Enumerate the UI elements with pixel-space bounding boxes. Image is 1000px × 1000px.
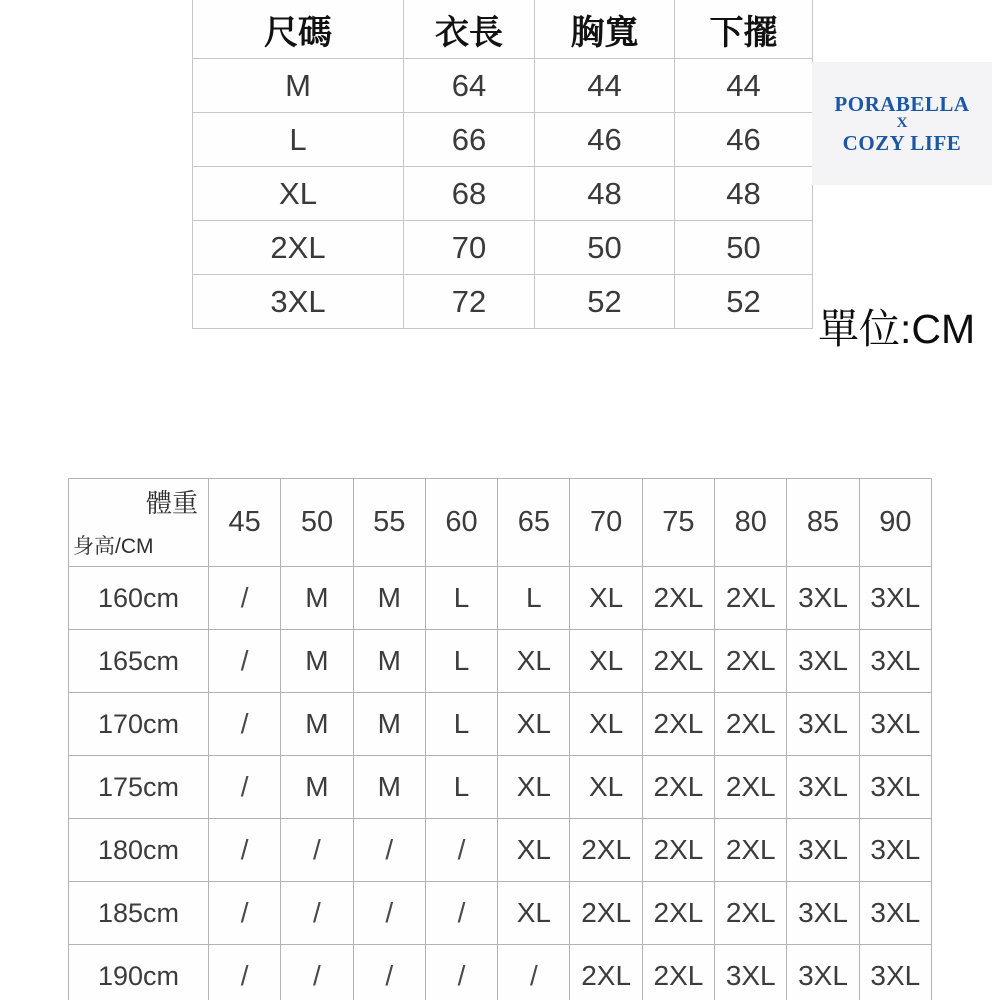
- recommended-size: 3XL: [715, 945, 787, 1000]
- recommended-size: 3XL: [859, 819, 931, 882]
- measurement-column-header: 下擺: [675, 0, 813, 59]
- weight-column-header: 90: [859, 479, 931, 567]
- recommended-size: M: [281, 630, 353, 693]
- height-label: 170cm: [69, 693, 209, 756]
- measurement-value: 68: [404, 167, 535, 221]
- recommended-size: L: [498, 567, 570, 630]
- height-row: [69, 630, 932, 693]
- recommended-size: XL: [570, 567, 642, 630]
- recommended-size: 2XL: [642, 693, 714, 756]
- brand-logo-line-1: PORABELLA: [834, 91, 970, 116]
- measurement-value: 48: [535, 167, 675, 221]
- height-label: 160cm: [69, 567, 209, 630]
- measurement-value: 46: [675, 113, 813, 167]
- recommended-size: XL: [570, 630, 642, 693]
- recommended-size: 2XL: [570, 945, 642, 1000]
- recommended-size: XL: [498, 882, 570, 945]
- weight-column-header: 45: [209, 479, 281, 567]
- measurement-value: 52: [675, 275, 813, 329]
- recommended-size: 2XL: [715, 693, 787, 756]
- height-row: [69, 756, 932, 819]
- height-label: 175cm: [69, 756, 209, 819]
- recommended-size: 3XL: [787, 819, 859, 882]
- no-size-slash: /: [353, 819, 425, 882]
- measurement-row: [193, 221, 813, 275]
- recommended-size: XL: [498, 819, 570, 882]
- recommended-size: M: [281, 567, 353, 630]
- recommended-size: 3XL: [859, 567, 931, 630]
- measurement-row: [193, 113, 813, 167]
- no-size-slash: /: [281, 882, 353, 945]
- brand-logo: [812, 62, 992, 185]
- recommended-size: M: [353, 756, 425, 819]
- recommended-size: M: [353, 630, 425, 693]
- no-size-slash: /: [209, 693, 281, 756]
- recommended-size: 3XL: [787, 882, 859, 945]
- weight-column-header: 80: [715, 479, 787, 567]
- measurement-value: 66: [404, 113, 535, 167]
- recommended-size: XL: [498, 693, 570, 756]
- no-size-slash: /: [281, 819, 353, 882]
- recommended-size: M: [281, 693, 353, 756]
- measurement-value: 72: [404, 275, 535, 329]
- recommended-size: L: [425, 693, 497, 756]
- measurement-row: [193, 275, 813, 329]
- recommended-size: 2XL: [715, 630, 787, 693]
- recommended-size: 2XL: [642, 567, 714, 630]
- no-size-slash: /: [425, 945, 497, 1000]
- recommended-size: 2XL: [642, 882, 714, 945]
- weight-axis-label: 體重: [145, 488, 198, 518]
- measurement-row: [193, 167, 813, 221]
- measurement-row: [193, 59, 813, 113]
- measurement-value: 48: [675, 167, 813, 221]
- measurement-value: 64: [404, 59, 535, 113]
- measurement-column-header: 胸寬: [535, 0, 675, 59]
- recommended-size: M: [281, 756, 353, 819]
- weight-header-row: [69, 479, 932, 567]
- recommended-size: 2XL: [715, 756, 787, 819]
- no-size-slash: /: [425, 882, 497, 945]
- size-label: L: [193, 113, 404, 167]
- no-size-slash: /: [353, 945, 425, 1000]
- height-row: [69, 693, 932, 756]
- weight-column-header: 55: [353, 479, 425, 567]
- measurement-value: 70: [404, 221, 535, 275]
- no-size-slash: /: [209, 882, 281, 945]
- recommended-size: 3XL: [787, 693, 859, 756]
- recommended-size: 3XL: [859, 693, 931, 756]
- weight-column-header: 75: [642, 479, 714, 567]
- recommended-size: 2XL: [642, 756, 714, 819]
- recommended-size: L: [425, 567, 497, 630]
- height-row: [69, 567, 932, 630]
- unit-label: 單位:CM: [818, 306, 976, 352]
- no-size-slash: /: [209, 630, 281, 693]
- recommended-size: 3XL: [787, 756, 859, 819]
- recommended-size: 3XL: [787, 630, 859, 693]
- measurement-value: 44: [535, 59, 675, 113]
- measurement-header-row: [193, 0, 813, 59]
- measurement-value: 46: [535, 113, 675, 167]
- recommended-size: XL: [498, 630, 570, 693]
- brand-logo-line-3: COZY LIFE: [842, 130, 962, 155]
- brand-logo-line-2: X: [896, 115, 908, 132]
- measurement-column-header: 衣長: [404, 0, 535, 59]
- recommended-size: 2XL: [715, 567, 787, 630]
- recommended-size: XL: [498, 756, 570, 819]
- height-row: [69, 882, 932, 945]
- weight-column-header: 70: [570, 479, 642, 567]
- no-size-slash: /: [209, 819, 281, 882]
- corner-header-cell: [69, 479, 209, 567]
- recommended-size: 2XL: [642, 945, 714, 1000]
- recommended-size: L: [425, 630, 497, 693]
- size-label: M: [193, 59, 404, 113]
- measurement-value: 50: [675, 221, 813, 275]
- recommended-size: 3XL: [859, 945, 931, 1000]
- recommended-size: 2XL: [570, 819, 642, 882]
- recommended-size: 2XL: [570, 882, 642, 945]
- recommended-size: XL: [570, 756, 642, 819]
- recommended-size: 3XL: [787, 945, 859, 1000]
- height-label: 180cm: [69, 819, 209, 882]
- height-label: 165cm: [69, 630, 209, 693]
- recommended-size: M: [353, 693, 425, 756]
- measurement-value: 50: [535, 221, 675, 275]
- no-size-slash: /: [209, 945, 281, 1000]
- no-size-slash: /: [209, 567, 281, 630]
- size-label: 3XL: [193, 275, 404, 329]
- recommended-size: 3XL: [787, 567, 859, 630]
- recommended-size: 2XL: [715, 819, 787, 882]
- size-label: 2XL: [193, 221, 404, 275]
- size-recommendation-table: [68, 478, 932, 1000]
- height-label: 185cm: [69, 882, 209, 945]
- measurement-value: 44: [675, 59, 813, 113]
- recommended-size: 3XL: [859, 630, 931, 693]
- recommended-size: XL: [570, 693, 642, 756]
- recommended-size: 3XL: [859, 882, 931, 945]
- height-row: [69, 819, 932, 882]
- measurement-column-header: 尺碼: [193, 0, 404, 59]
- recommended-size: L: [425, 756, 497, 819]
- height-label: 190cm: [69, 945, 209, 1000]
- measurement-value: 52: [535, 275, 675, 329]
- no-size-slash: /: [425, 819, 497, 882]
- recommended-size: 2XL: [642, 819, 714, 882]
- recommended-size: 3XL: [859, 756, 931, 819]
- size-label: XL: [193, 167, 404, 221]
- height-row: [69, 945, 932, 1000]
- weight-column-header: 85: [787, 479, 859, 567]
- height-axis-label: 身高/CM: [73, 535, 154, 558]
- weight-column-header: 50: [281, 479, 353, 567]
- no-size-slash: /: [498, 945, 570, 1000]
- recommended-size: M: [353, 567, 425, 630]
- weight-column-header: 60: [425, 479, 497, 567]
- recommended-size: 2XL: [715, 882, 787, 945]
- no-size-slash: /: [353, 882, 425, 945]
- no-size-slash: /: [281, 945, 353, 1000]
- recommended-size: 2XL: [642, 630, 714, 693]
- measurement-table: [192, 0, 813, 329]
- weight-column-header: 65: [498, 479, 570, 567]
- no-size-slash: /: [209, 756, 281, 819]
